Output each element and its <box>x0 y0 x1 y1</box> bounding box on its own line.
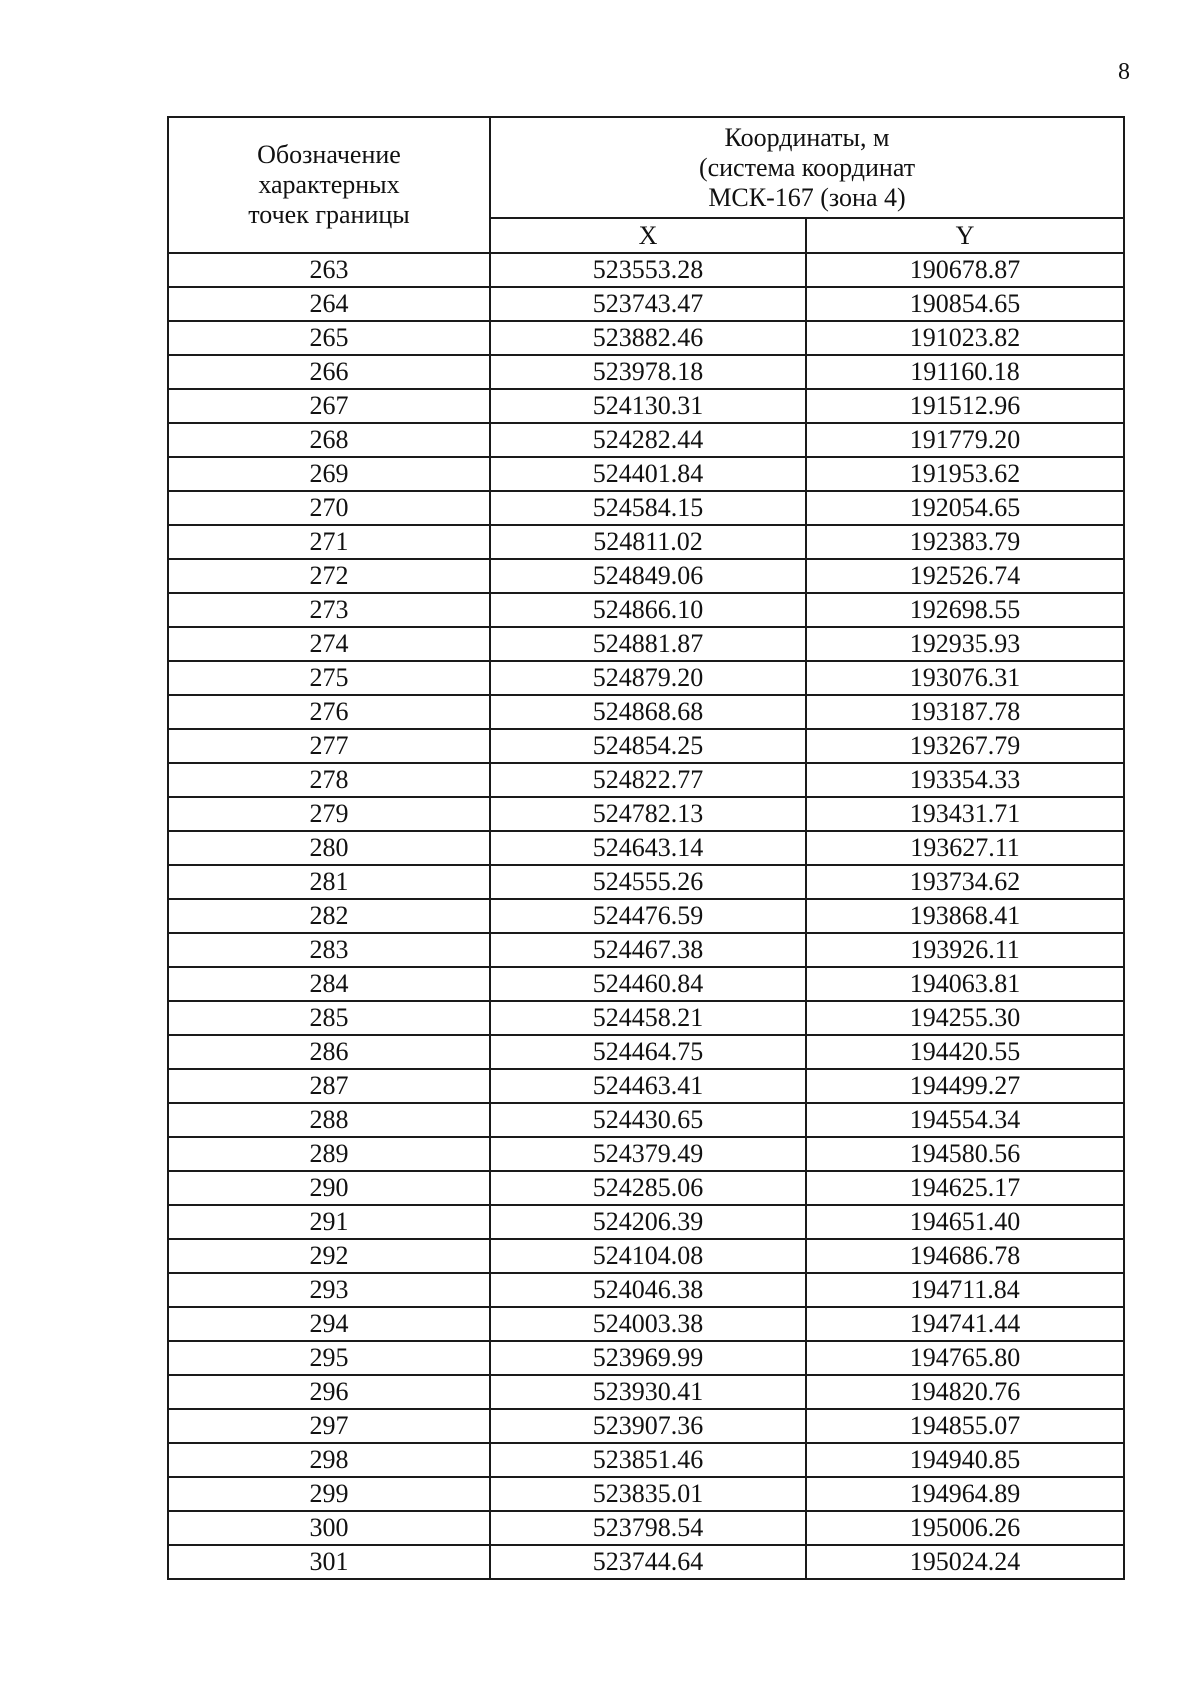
y-coordinate-cell: 194711.84 <box>806 1273 1124 1307</box>
x-coordinate-cell: 524854.25 <box>490 729 806 763</box>
table-row <box>168 729 1124 763</box>
table-row <box>168 1375 1124 1409</box>
table-row <box>168 559 1124 593</box>
table-row <box>168 491 1124 525</box>
point-id-cell: 299 <box>168 1477 490 1511</box>
x-coordinate-cell: 524430.65 <box>490 1103 806 1137</box>
point-id-cell: 275 <box>168 661 490 695</box>
table-row <box>168 321 1124 355</box>
x-coordinate-cell: 523743.47 <box>490 287 806 321</box>
table-row <box>168 899 1124 933</box>
point-id-cell: 283 <box>168 933 490 967</box>
point-id-cell: 282 <box>168 899 490 933</box>
table-row <box>168 1545 1124 1579</box>
y-coordinate-cell: 191023.82 <box>806 321 1124 355</box>
table-row <box>168 253 1124 287</box>
y-coordinate-cell: 194625.17 <box>806 1171 1124 1205</box>
point-id-cell: 288 <box>168 1103 490 1137</box>
table-row <box>168 593 1124 627</box>
y-coordinate-cell: 191779.20 <box>806 423 1124 457</box>
table-row <box>168 1273 1124 1307</box>
y-coordinate-cell: 194420.55 <box>806 1035 1124 1069</box>
x-coordinate-cell: 524849.06 <box>490 559 806 593</box>
y-coordinate-cell: 193076.31 <box>806 661 1124 695</box>
header-coordinates-line: Координаты, м <box>724 122 890 152</box>
y-coordinate-cell: 193868.41 <box>806 899 1124 933</box>
x-coordinate-cell: 524046.38 <box>490 1273 806 1307</box>
point-id-cell: 296 <box>168 1375 490 1409</box>
point-id-cell: 279 <box>168 797 490 831</box>
header-y: Y <box>806 218 1124 253</box>
table-row <box>168 1205 1124 1239</box>
table-row <box>168 1341 1124 1375</box>
point-id-cell: 280 <box>168 831 490 865</box>
x-coordinate-cell: 523907.36 <box>490 1409 806 1443</box>
table-row <box>168 1171 1124 1205</box>
x-coordinate-cell: 524881.87 <box>490 627 806 661</box>
y-coordinate-cell: 191512.96 <box>806 389 1124 423</box>
point-id-cell: 272 <box>168 559 490 593</box>
point-id-cell: 269 <box>168 457 490 491</box>
y-coordinate-cell: 191953.62 <box>806 457 1124 491</box>
y-coordinate-cell: 194499.27 <box>806 1069 1124 1103</box>
x-coordinate-cell: 524467.38 <box>490 933 806 967</box>
x-coordinate-cell: 524463.41 <box>490 1069 806 1103</box>
point-id-cell: 290 <box>168 1171 490 1205</box>
table-row <box>168 1239 1124 1273</box>
x-coordinate-cell: 524555.26 <box>490 865 806 899</box>
x-coordinate-cell: 524584.15 <box>490 491 806 525</box>
point-id-cell: 278 <box>168 763 490 797</box>
table-header <box>168 117 1124 253</box>
x-coordinate-cell: 523882.46 <box>490 321 806 355</box>
point-id-cell: 295 <box>168 1341 490 1375</box>
table-row <box>168 1103 1124 1137</box>
x-coordinate-cell: 523851.46 <box>490 1443 806 1477</box>
point-id-cell: 277 <box>168 729 490 763</box>
point-id-cell: 265 <box>168 321 490 355</box>
header-designation-line: характерных <box>258 170 400 199</box>
table-row <box>168 423 1124 457</box>
table-row <box>168 1511 1124 1545</box>
y-coordinate-cell: 192698.55 <box>806 593 1124 627</box>
table-row <box>168 865 1124 899</box>
point-id-cell: 281 <box>168 865 490 899</box>
x-coordinate-cell: 524104.08 <box>490 1239 806 1273</box>
x-coordinate-cell: 524811.02 <box>490 525 806 559</box>
x-coordinate-cell: 524460.84 <box>490 967 806 1001</box>
table-row <box>168 627 1124 661</box>
y-coordinate-cell: 194686.78 <box>806 1239 1124 1273</box>
point-id-cell: 286 <box>168 1035 490 1069</box>
y-coordinate-cell: 194255.30 <box>806 1001 1124 1035</box>
y-coordinate-cell: 192935.93 <box>806 627 1124 661</box>
x-coordinate-cell: 523978.18 <box>490 355 806 389</box>
point-id-cell: 267 <box>168 389 490 423</box>
point-id-cell: 263 <box>168 253 490 287</box>
x-coordinate-cell: 524822.77 <box>490 763 806 797</box>
x-coordinate-cell: 524130.31 <box>490 389 806 423</box>
table-row <box>168 1001 1124 1035</box>
x-coordinate-cell: 524643.14 <box>490 831 806 865</box>
header-coordinates <box>490 117 1124 218</box>
y-coordinate-cell: 190854.65 <box>806 287 1124 321</box>
point-id-cell: 271 <box>168 525 490 559</box>
point-id-cell: 300 <box>168 1511 490 1545</box>
y-coordinate-cell: 192526.74 <box>806 559 1124 593</box>
table-row <box>168 287 1124 321</box>
point-id-cell: 264 <box>168 287 490 321</box>
y-coordinate-cell: 193267.79 <box>806 729 1124 763</box>
y-coordinate-cell: 194741.44 <box>806 1307 1124 1341</box>
x-coordinate-cell: 523553.28 <box>490 253 806 287</box>
table-row <box>168 1307 1124 1341</box>
x-coordinate-cell: 524782.13 <box>490 797 806 831</box>
x-coordinate-cell: 524458.21 <box>490 1001 806 1035</box>
x-coordinate-cell: 524879.20 <box>490 661 806 695</box>
table-row <box>168 797 1124 831</box>
table-row <box>168 457 1124 491</box>
table-row <box>168 355 1124 389</box>
page-number: 8 <box>1118 59 1130 85</box>
table-row <box>168 661 1124 695</box>
x-coordinate-cell: 524464.75 <box>490 1035 806 1069</box>
table-row <box>168 389 1124 423</box>
y-coordinate-cell: 194855.07 <box>806 1409 1124 1443</box>
point-id-cell: 287 <box>168 1069 490 1103</box>
point-id-cell: 270 <box>168 491 490 525</box>
point-id-cell: 293 <box>168 1273 490 1307</box>
point-id-cell: 298 <box>168 1443 490 1477</box>
table-row <box>168 1069 1124 1103</box>
y-coordinate-cell: 193187.78 <box>806 695 1124 729</box>
header-designation-line: точек границы <box>248 200 410 229</box>
x-coordinate-cell: 524206.39 <box>490 1205 806 1239</box>
point-id-cell: 294 <box>168 1307 490 1341</box>
point-id-cell: 297 <box>168 1409 490 1443</box>
x-coordinate-cell: 524285.06 <box>490 1171 806 1205</box>
y-coordinate-cell: 192054.65 <box>806 491 1124 525</box>
y-coordinate-cell: 194554.34 <box>806 1103 1124 1137</box>
x-coordinate-cell: 523798.54 <box>490 1511 806 1545</box>
y-coordinate-cell: 191160.18 <box>806 355 1124 389</box>
x-coordinate-cell: 523835.01 <box>490 1477 806 1511</box>
x-coordinate-cell: 524868.68 <box>490 695 806 729</box>
y-coordinate-cell: 194820.76 <box>806 1375 1124 1409</box>
x-coordinate-cell: 523744.64 <box>490 1545 806 1579</box>
point-id-cell: 273 <box>168 593 490 627</box>
table-row <box>168 695 1124 729</box>
x-coordinate-cell: 524476.59 <box>490 899 806 933</box>
point-id-cell: 274 <box>168 627 490 661</box>
y-coordinate-cell: 194063.81 <box>806 967 1124 1001</box>
y-coordinate-cell: 190678.87 <box>806 253 1124 287</box>
y-coordinate-cell: 195024.24 <box>806 1545 1124 1579</box>
y-coordinate-cell: 194765.80 <box>806 1341 1124 1375</box>
y-coordinate-cell: 194580.56 <box>806 1137 1124 1171</box>
header-designation-line: Обозначение <box>257 140 401 169</box>
point-id-cell: 301 <box>168 1545 490 1579</box>
point-id-cell: 285 <box>168 1001 490 1035</box>
table-row <box>168 1409 1124 1443</box>
table-row <box>168 831 1124 865</box>
point-id-cell: 266 <box>168 355 490 389</box>
header-x: X <box>490 218 806 253</box>
table-row <box>168 1035 1124 1069</box>
table-row <box>168 1443 1124 1477</box>
point-id-cell: 289 <box>168 1137 490 1171</box>
y-coordinate-cell: 194940.85 <box>806 1443 1124 1477</box>
y-coordinate-cell: 193431.71 <box>806 797 1124 831</box>
x-coordinate-cell: 524379.49 <box>490 1137 806 1171</box>
table-row <box>168 525 1124 559</box>
table-body <box>168 253 1124 1579</box>
table-row <box>168 763 1124 797</box>
header-coordinates-line: (система координат <box>698 152 916 182</box>
y-coordinate-cell: 193734.62 <box>806 865 1124 899</box>
table-row <box>168 1137 1124 1171</box>
x-coordinate-cell: 523969.99 <box>490 1341 806 1375</box>
x-coordinate-cell: 524003.38 <box>490 1307 806 1341</box>
point-id-cell: 268 <box>168 423 490 457</box>
y-coordinate-cell: 194651.40 <box>806 1205 1124 1239</box>
header-designation <box>168 117 490 253</box>
x-coordinate-cell: 524282.44 <box>490 423 806 457</box>
table-row <box>168 1477 1124 1511</box>
point-id-cell: 292 <box>168 1239 490 1273</box>
y-coordinate-cell: 193354.33 <box>806 763 1124 797</box>
y-coordinate-cell: 193926.11 <box>806 933 1124 967</box>
y-coordinate-cell: 195006.26 <box>806 1511 1124 1545</box>
table-row <box>168 967 1124 1001</box>
table-row <box>168 933 1124 967</box>
x-coordinate-cell: 524866.10 <box>490 593 806 627</box>
y-coordinate-cell: 194964.89 <box>806 1477 1124 1511</box>
y-coordinate-cell: 193627.11 <box>806 831 1124 865</box>
point-id-cell: 284 <box>168 967 490 1001</box>
coordinates-table <box>167 116 1125 1580</box>
point-id-cell: 291 <box>168 1205 490 1239</box>
x-coordinate-cell: 524401.84 <box>490 457 806 491</box>
header-coordinates-line: МСК-167 (зона 4) <box>708 182 906 212</box>
y-coordinate-cell: 192383.79 <box>806 525 1124 559</box>
point-id-cell: 276 <box>168 695 490 729</box>
x-coordinate-cell: 523930.41 <box>490 1375 806 1409</box>
